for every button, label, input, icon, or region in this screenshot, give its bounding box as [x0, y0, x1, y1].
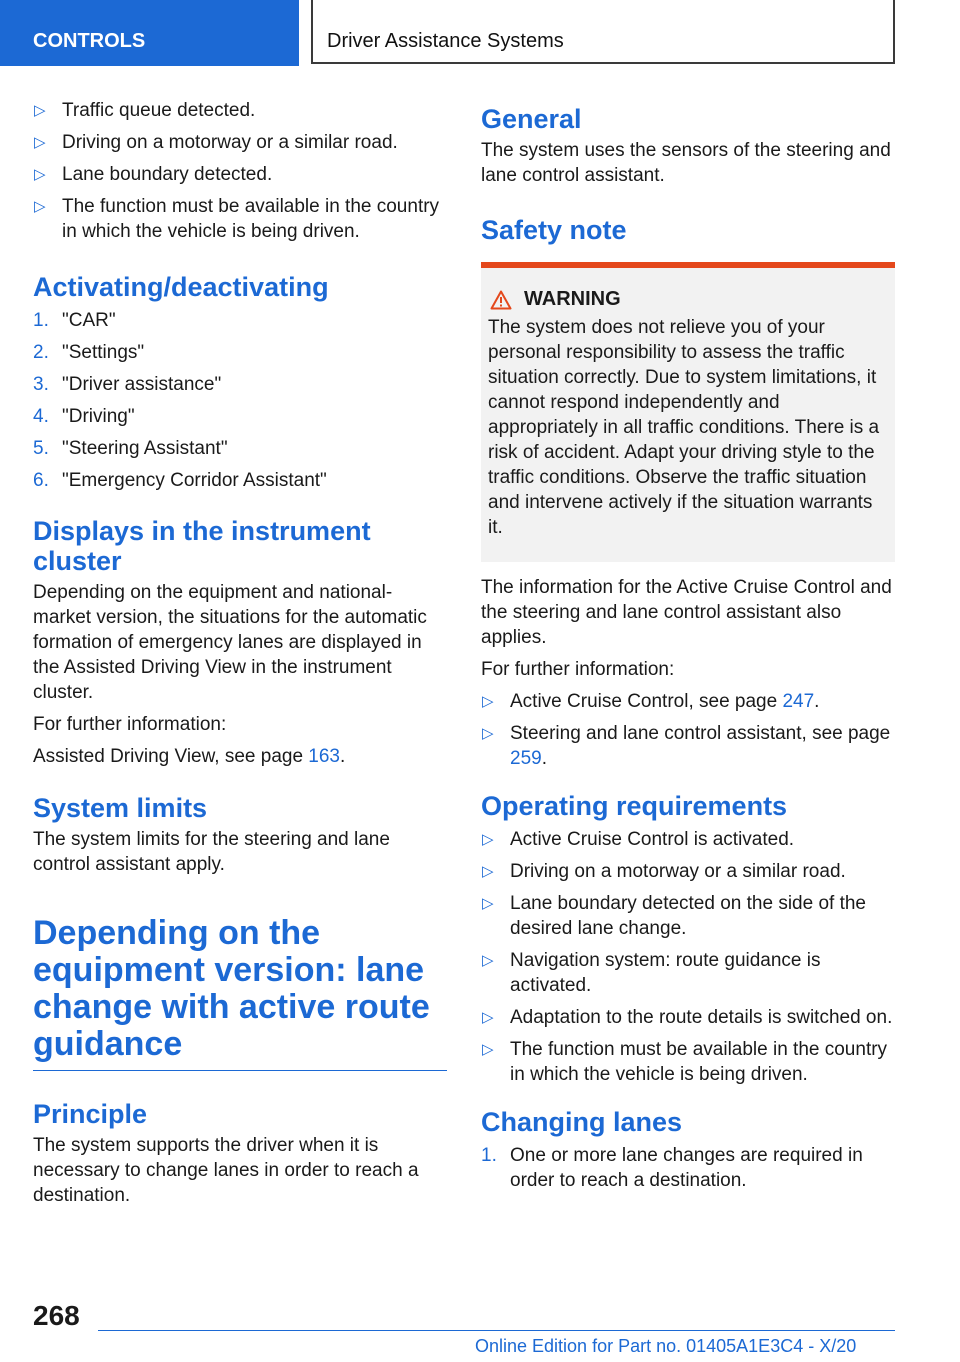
conditions-list [33, 98, 447, 244]
list-item: ▷ The function must be available in the country in which the vehicle is being driven. [482, 1039, 888, 1085]
step-item: 2. "Settings" [33, 342, 145, 363]
heading-rule [33, 1070, 447, 1071]
triangle-right-icon: ▷ [34, 134, 46, 151]
right-column [481, 104, 895, 1200]
step-item: 4. "Driving" [33, 406, 135, 427]
warning-label: WARNING [524, 288, 621, 310]
list-item: ▷ Steering and lane control assistant, see page 259. [482, 723, 891, 769]
page-link-247[interactable]: 247 [782, 691, 815, 712]
list-item: ▷ Traffic queue detected. [34, 100, 256, 121]
section-tab: CONTROLS [0, 0, 299, 66]
list-item: ▷ Active Cruise Control is activated. [482, 829, 795, 850]
step-item: 1. "CAR" [33, 310, 116, 331]
activating-steps [33, 308, 447, 493]
general-body: The system uses the sensors of the steering and lane control assistant. [481, 140, 891, 186]
list-item: ▷ Adaptation to the route details is switched on. [482, 1007, 893, 1028]
heading-principle: Principle [33, 1099, 148, 1129]
warning-triangle-icon [490, 290, 512, 310]
chapter-title: Driver Assistance Systems [311, 0, 895, 64]
heading-activating: Activating/deactivating [33, 272, 329, 302]
triangle-right-icon: ▷ [482, 831, 494, 848]
list-item: ▷ Active Cruise Control, see page 247. [482, 691, 820, 712]
triangle-right-icon: ▷ [482, 725, 494, 742]
limits-body: The system limits for the steering and lane control assistant apply. [33, 829, 390, 875]
heading-general: General [481, 104, 582, 134]
reference-list [481, 689, 895, 771]
displays-reference: Assisted Driving View, see page 163. [33, 746, 346, 767]
left-column [33, 98, 447, 1208]
triangle-right-icon: ▷ [34, 198, 46, 215]
warning-box [481, 262, 895, 562]
list-item: ▷ The function must be available in the country in which the vehicle is being driven. [34, 196, 440, 242]
triangle-right-icon: ▷ [482, 952, 494, 969]
page-header [0, 0, 960, 66]
page-link-259[interactable]: 259 [510, 748, 542, 769]
triangle-right-icon: ▷ [482, 1041, 494, 1058]
list-item: ▷ Lane boundary detected on the side of the desired lane change. [482, 893, 866, 939]
page-number: 268 [33, 1300, 80, 1331]
heading-lane-change: Depending on the equipment version: lane change with active route guidance [33, 914, 430, 1063]
step-item: 1. One or more lane changes are required in order to reach a destination. [481, 1145, 863, 1191]
triangle-right-icon: ▷ [482, 693, 494, 710]
heading-safety: Safety note [481, 215, 627, 245]
footer-edition: Online Edition for Part no. 01405A1E3C4 - X/20 [475, 1336, 857, 1356]
triangle-right-icon: ▷ [34, 166, 46, 183]
triangle-right-icon: ▷ [482, 1009, 494, 1026]
info-body: The information for the Active Cruise Control and the steering and lane control assistant also applies. [481, 577, 892, 648]
warning-header [488, 288, 888, 311]
displays-body: Depending on the equipment and national-market version, the situations for the automatic formation of emergency lanes are displayed in the Assisted Driving View in the instrument cluster. [33, 582, 427, 703]
heading-limits: System limits [33, 793, 208, 823]
list-item: ▷ Driving on a motorway or a similar road. [34, 132, 398, 153]
list-item: ▷ Navigation system: route guidance is activated. [482, 950, 821, 996]
triangle-right-icon: ▷ [482, 863, 494, 880]
step-item: 3. "Driver assistance" [33, 374, 222, 395]
step-item: 5. "Steering Assistant" [33, 438, 228, 459]
operating-list [481, 827, 895, 1087]
triangle-right-icon: ▷ [34, 102, 46, 119]
heading-operating: Operating requirements [481, 791, 788, 821]
step-item: 6. "Emergency Corridor Assistant" [33, 470, 327, 491]
displays-further: For further information: [33, 714, 227, 735]
list-item: ▷ Driving on a motorway or a similar road. [482, 861, 846, 882]
changing-steps [481, 1143, 895, 1193]
warning-body: The system does not relieve you of your personal responsibility to assess the traffic situation correctly. Due to system limitations, it cannot respond independently and appropriately in all traffic conditions. There is a risk of accident. Adapt your driving style to the traffic conditions. Observe the traffic situation and intervene actively if the situation warrants it. [488, 317, 880, 538]
list-item: ▷ Lane boundary detected. [34, 164, 273, 185]
further-info: For further information: [481, 659, 675, 680]
heading-changing: Changing lanes [481, 1107, 683, 1137]
principle-body: The system supports the driver when it is necessary to change lanes in order to reach a destination. [33, 1135, 419, 1206]
heading-displays: Displays in the instrument cluster [33, 516, 371, 576]
triangle-right-icon: ▷ [482, 895, 494, 912]
footer-rule [98, 1330, 895, 1331]
page-link-163[interactable]: 163 [308, 746, 340, 767]
